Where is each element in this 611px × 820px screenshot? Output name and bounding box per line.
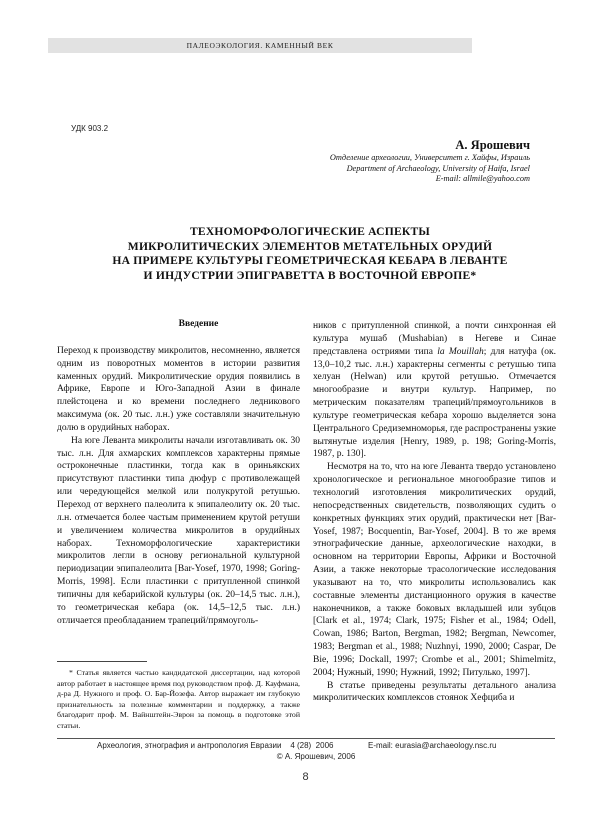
paragraph: На юге Леванта микролиты начали изготавливать ок. 30 тыс. л.н. Для ахмарских комплексов характерны прямые остроконечные пластинки, тогда как в ориньякских присутствуют пластинки типа дюфур с противолежащей или чередующейся мелкой или полукрутой ретушью. Переход от верхнего палеолита к эпипалеолиту ок. 20 тыс. л.н. отмечается более частым применением крутой ретуши и увеличением количества микролитов в орудийных наборах. Техноморфологические характеристики микролитов легли в основу региональной культурной периодизации эпипалеолита [Bar-Yosef, 1970, 1998; Goring-Morris, 1998]. Если пластинки с притупленной спинкой типичны для кебарийской культуры (ок. 20–14,5 тыс. л.н.), то геометрическая кебара (ок. 14,5–12,5 тыс. л.н.) отличается преобладанием трапеций/прямоуголь-	[57, 435, 300, 626]
title-line: НА ПРИМЕРЕ КУЛЬТУРЫ ГЕОМЕТРИЧЕСКАЯ КЕБАРА В ЛЕВАНТЕ	[112, 254, 508, 267]
title-line: МИКРОЛИТИЧЕСКИХ ЭЛЕМЕНТОВ МЕТАТЕЛЬНЫХ ОРУДИЙ	[127, 239, 493, 253]
udk-code: УДК 903.2	[71, 124, 109, 133]
left-column	[57, 318, 300, 627]
footer-divider	[57, 738, 555, 739]
journal-email[interactable]: E-mail: eurasia@archaeology.nsc.ru	[368, 741, 497, 750]
copyright: © А. Ярошевич, 2006	[276, 752, 356, 761]
title-line: ТЕХНОМОРФОЛОГИЧЕСКИЕ АСПЕКТЫ	[189, 225, 431, 238]
footnote-divider	[57, 661, 147, 662]
running-header	[48, 38, 472, 53]
running-title: ПАЛЕОЭКОЛОГИЯ. КАМЕННЫЙ ВЕК	[186, 41, 334, 50]
affiliation-en: Department of Archaeology, University of Haifa, Israel	[346, 163, 530, 173]
italic-term: la Mouillah	[437, 346, 484, 357]
author-email[interactable]: E-mail: allmile@yahoo.com	[435, 174, 530, 183]
paragraph: Несмотря на то, что на юге Леванта твердо установлено хронологическое и региональное многообразие типов и технологий изготовления микролитических орудий, непосредственных свидетельств, позволяющих судить о конкретных функциях этих орудий, практически нет [Bar-Yosef, 1987; Bocquentin, Bar-Yosef, 2004]. В то же время этнографические данные, археологические находки, в основном на территории Европы, Африки и Восточной Азии, а также некоторые трасологические исследования указывают на то, что микролиты использовались как составные элементы дистанционного оружия в качестве наконечников, а также боковых вкладышей или зубцов [Clark et al., 1974; Clark, 1975; Fisher et al., 1984; Odell, Cowan, 1986; Barton, Bergman, 1982; Bergman, Newcomer, 1983; Bergman et al., 1988; Nuzhnyi, 1990, 2000; Caspar, De Bie, 1996; Dockall, 1997; Crombe et al., 2001; Shimelmitz, 2004; Нужный, 1990; Нужний, 1992; Питулько, 1997].	[313, 462, 556, 678]
right-column	[313, 320, 556, 705]
footnote-text: * Статья является частью кандидатской диссертации, над которой автор работает в настоящее время под руководством проф. Д. Кауфмана, д-ра Д. Нужного и проф. О. Бар-Йозефа. Автор выражает им глубокую признательность за полезные комментарии и поддержку, а также благодарит проф. М. Вайнштейн-Эврон за помощь в подготовке этой статьи.	[57, 668, 300, 730]
footnote	[57, 668, 300, 732]
page-number: 8	[302, 771, 309, 783]
journal-citation: Археология, этнография и антропология Евразии 4 (28) 2006	[97, 741, 334, 750]
section-heading: Введение	[178, 319, 219, 329]
title-line: И ИНДУСТРИИ ЭПИГРАВЕТТА В ВОСТОЧНОЙ ЕВРОПЕ*	[143, 268, 477, 282]
article-title	[100, 225, 520, 283]
text-run: ; для натуфа (ок. 13,0–10,2 тыс. л.н.) характерны сегменты с ретушью типа хелуан (Helwan) или крутой ретушью. Отмечается многообразие и внутри культур. Например, по метрическим показателям трапеций/прямоугольников в культуре геометрическая кебара хорошо выделяется зона Центрального Средиземноморья, где распространены узкие вытянутые изделия [Henry, 1989, p. 198; Goring-Morris, 1987, p. 130].	[313, 346, 556, 460]
paragraph	[313, 320, 556, 461]
paragraph: В статье приведены результаты детального анализа микролитических комплексов стоянок Хефциба и	[313, 680, 556, 704]
affiliation-ru: Отделение археологии, Университет г. Хайфы, Израиль	[329, 153, 530, 162]
paragraph: Переход к производству микролитов, несомненно, является одним из поворотных моментов в истории развития каменных орудий. Микролитические орудия появились в Африке, Европе и Юго-Западной Азии в финале плейстоцена и ко времени последнего ледникового максимума (ок. 20 тыс. л.н.) уже составляли значительную долю в орудийных наборах.	[57, 345, 300, 433]
text-run: ников с притупленной спинкой, а почти синхронная ей культура мушаб (Mushabian) в Негеве и Синае представлена остриями типа	[313, 321, 556, 357]
author-name: А. Ярошевич	[455, 138, 530, 152]
author-block	[330, 137, 530, 185]
